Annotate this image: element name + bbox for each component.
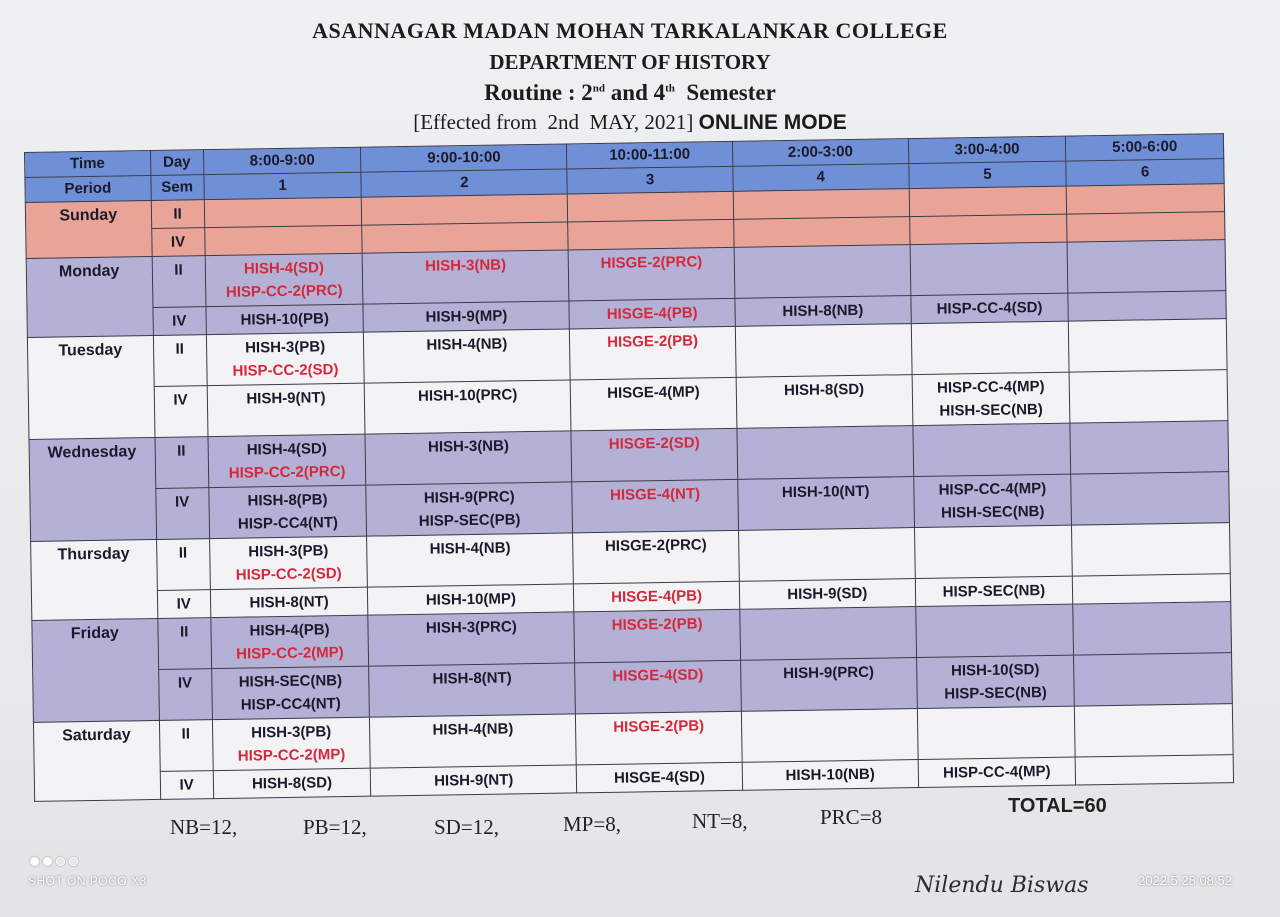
class-entry: HISH-10(PRC) (417, 386, 518, 405)
college-name: ASANNAGAR MADAN MOHAN TARKALANKAR COLLEGE (312, 18, 948, 43)
class-cell (209, 536, 367, 589)
class-cell (567, 191, 733, 222)
total-prc: PRC=8 (820, 805, 883, 829)
class-cell (741, 709, 917, 763)
semester-label: II (151, 200, 205, 229)
class-entry: HISH-10(PB) (240, 310, 330, 329)
semester-label: II (156, 539, 210, 591)
class-cell (914, 525, 1072, 578)
class-cell (213, 768, 371, 798)
class-entry: HISP-CC-2(SD) (235, 565, 342, 584)
class-entry: HISGE-2(PRC) (604, 536, 707, 555)
class-cell (915, 576, 1073, 606)
camera-timestamp: 2022.5.28 08:52 (1138, 873, 1232, 888)
header-period-number: 3 (567, 166, 733, 194)
class-entry: HISP-CC4(NT) (240, 695, 341, 714)
header-day-label: Day (150, 150, 204, 176)
class-cell (739, 579, 915, 610)
class-entry: HISH-8(NT) (432, 669, 512, 688)
class-cell (913, 423, 1071, 476)
semester-label: IV (151, 228, 205, 257)
class-cell (1068, 291, 1226, 321)
class-entry: HISGE-2(PB) (607, 332, 699, 351)
class-cell (364, 329, 571, 383)
class-cell (370, 714, 577, 768)
class-cell (1067, 240, 1225, 293)
total-sd: SD=12, (434, 815, 499, 839)
class-cell (911, 321, 1069, 374)
class-entry: HISH-10(MP) (425, 590, 517, 609)
class-entry: HISGE-2(PB) (613, 717, 705, 736)
total-mp: MP=8, (563, 812, 621, 836)
semester-label: IV (154, 386, 208, 438)
class-cell (204, 197, 362, 227)
class-entry: HISH-9(PRC) (423, 488, 515, 507)
routine-mid: and 4 (605, 80, 666, 105)
class-entry: HISH-8(NB) (782, 301, 864, 321)
class-entry: HISP-CC-2(SD) (232, 361, 339, 380)
routine-title (300, 80, 960, 106)
class-cell (1074, 653, 1232, 706)
header-time-label: Time (25, 151, 151, 178)
class-entry: HISGE-4(SD) (613, 768, 706, 787)
class-cell (206, 304, 364, 334)
class-cell (742, 760, 918, 791)
class-cell (736, 375, 912, 429)
semester-label: II (155, 437, 209, 489)
day-name: Monday (26, 257, 153, 338)
class-entry: HISH-3(PB) (245, 338, 326, 357)
header-period-number: 6 (1066, 159, 1224, 186)
day-name: Thursday (31, 539, 158, 620)
class-cell (1075, 755, 1233, 785)
signature: Nilendu Biswas (915, 873, 1089, 898)
class-entry: HISH-4(NB) (426, 335, 508, 354)
class-cell (371, 765, 577, 796)
class-cell (917, 706, 1075, 759)
class-entry: HISH-8(PB) (247, 491, 328, 510)
header-period-number: 2 (361, 169, 567, 197)
total-nb: NB=12, (170, 815, 238, 839)
class-cell (211, 666, 369, 719)
class-entry: HISH-3(NB) (425, 256, 507, 275)
class-entry: HISH-4(SD) (246, 440, 327, 459)
class-entry: HISH-9(PRC) (783, 663, 875, 683)
routine-table (24, 133, 1234, 802)
class-entry: HISP-CC-4(MP) (938, 479, 1047, 499)
class-entry: HISH-8(SD) (783, 380, 865, 400)
class-cell (912, 372, 1070, 425)
class-entry: HISP-CC-4(MP) (942, 762, 1051, 782)
class-cell (369, 663, 576, 717)
class-cell (206, 332, 364, 385)
class-entry: HISH-SEC(NB) (940, 503, 1045, 522)
class-cell (734, 245, 910, 299)
class-entry: HISH-9(NT) (434, 771, 514, 790)
class-cell (915, 604, 1073, 657)
class-cell (368, 612, 575, 666)
class-entry: HISP-CC-2(PRC) (228, 462, 346, 482)
routine-prefix: Routine : 2 (484, 80, 593, 105)
class-cell (1069, 319, 1227, 372)
class-entry: HISH-9(SD) (787, 584, 868, 604)
class-entry: HISH-3(PRC) (425, 618, 517, 637)
class-entry: HISH-4(NB) (432, 720, 514, 739)
class-entry: HISH-3(NB) (427, 437, 510, 456)
class-cell (365, 431, 572, 485)
class-entry: HISH-8(NT) (249, 593, 329, 612)
class-entry: HISH-9(NT) (246, 389, 326, 408)
total-pb: PB=12, (303, 815, 367, 839)
class-cell (574, 581, 740, 612)
class-cell (568, 247, 734, 301)
class-cell (737, 426, 913, 480)
class-cell (362, 222, 568, 253)
class-cell (740, 607, 916, 661)
class-cell (208, 434, 366, 487)
class-cell (1071, 472, 1229, 525)
header-sem-label: Sem (150, 175, 204, 201)
class-cell (204, 225, 362, 255)
class-cell (575, 660, 741, 714)
class-cell (212, 717, 370, 770)
camera-watermark: SHOT ON POCO X3 (28, 874, 147, 888)
class-cell (738, 528, 914, 582)
class-cell (363, 250, 570, 304)
class-cell (209, 485, 367, 538)
header-time-slot: 2:00-3:00 (732, 139, 908, 167)
total-nt: NT=8, (692, 809, 748, 833)
routine-sup-2: th (665, 82, 675, 95)
total-overall: TOTAL=60 (1008, 795, 1107, 817)
class-entry: HISH-4(NB) (429, 539, 511, 558)
class-cell (916, 655, 1074, 708)
class-cell (568, 219, 734, 250)
class-cell (735, 324, 911, 378)
day-name: Wednesday (29, 437, 156, 541)
class-entry: HISP-CC-2(PRC) (225, 282, 343, 301)
class-entry: HISH-10(NB) (785, 765, 875, 785)
class-entry: HISH-4(SD) (243, 259, 325, 278)
day-name: Sunday (25, 201, 151, 259)
class-cell (205, 253, 363, 306)
class-cell (572, 479, 738, 533)
class-cell (574, 609, 740, 663)
class-entry: HISH-10(SD) (950, 661, 1040, 680)
class-cell (1070, 421, 1228, 474)
routine-table-wrapper (24, 133, 1262, 802)
routine-sup-1: nd (592, 82, 606, 95)
class-cell (207, 383, 365, 436)
header-period-label: Period (25, 176, 151, 203)
class-entry: HISH-3(PB) (251, 723, 332, 742)
effective-date-line (300, 110, 960, 135)
class-cell (1066, 184, 1224, 214)
class-entry: HISGE-2(PB) (611, 615, 703, 634)
day-name: Friday (32, 618, 159, 722)
header-time-slot: 5:00-6:00 (1066, 134, 1224, 161)
header-time-slot: 10:00-11:00 (567, 141, 733, 169)
class-entry: HISP-CC-2(MP) (236, 644, 344, 663)
class-cell (735, 296, 911, 327)
class-cell (571, 428, 737, 482)
class-cell (211, 615, 369, 668)
class-entry: HISGE-4(SD) (612, 666, 704, 685)
class-entry: HISGE-4(PB) (611, 587, 703, 606)
class-cell (1075, 704, 1233, 757)
day-name: Saturday (33, 720, 160, 801)
class-entry: HISH-4(PB) (249, 621, 330, 640)
class-cell (576, 762, 742, 793)
class-cell (569, 298, 735, 329)
class-cell (365, 380, 572, 434)
semester-label: II (153, 335, 207, 387)
header-time-slot: 9:00-10:00 (361, 144, 567, 172)
class-cell (913, 474, 1071, 527)
class-cell (573, 530, 739, 584)
class-cell (911, 293, 1069, 323)
class-cell (570, 377, 736, 431)
header-period-number: 4 (733, 164, 909, 192)
class-entry: HISGE-4(NT) (609, 485, 701, 504)
class-entry: HISH-3(PB) (248, 542, 329, 561)
class-entry: HISH-10(NT) (781, 482, 870, 502)
class-entry: HISH-SEC(NB) (939, 401, 1043, 420)
mode-label: ONLINE MODE (698, 111, 847, 134)
class-cell (734, 217, 910, 248)
class-cell (576, 711, 742, 765)
semester-label: II (157, 618, 211, 670)
camera-dots-icon (30, 853, 82, 871)
class-cell (918, 757, 1076, 787)
class-cell (1069, 370, 1227, 423)
header-time-slot: 8:00-9:00 (203, 147, 361, 174)
class-cell (1067, 212, 1225, 242)
class-entry: HISH-8(SD) (251, 774, 333, 793)
class-entry: HISP-SEC(NB) (942, 582, 1046, 601)
class-entry: HISGE-4(PB) (606, 304, 698, 323)
class-cell (909, 214, 1067, 244)
class-entry: HISP-CC-4(MP) (936, 378, 1045, 397)
class-cell (1073, 574, 1231, 604)
class-cell (362, 194, 568, 225)
department-name: DEPARTMENT OF HISTORY (489, 50, 771, 74)
class-cell (738, 477, 914, 531)
header-time-slot: 3:00-4:00 (908, 136, 1066, 163)
class-cell (910, 242, 1068, 295)
class-entry: HISGE-2(SD) (608, 434, 700, 453)
semester-label: IV (158, 669, 212, 721)
semester-label: IV (160, 771, 214, 800)
class-entry: HISGE-4(MP) (607, 383, 700, 402)
class-cell (733, 189, 909, 220)
class-cell (1073, 602, 1231, 655)
header-period-number: 1 (204, 172, 362, 199)
day-name: Tuesday (27, 335, 154, 439)
class-entry: HISP-CC4(NT) (237, 514, 339, 533)
class-cell (1072, 523, 1230, 576)
class-cell (570, 326, 736, 380)
class-cell (740, 658, 916, 712)
class-cell (367, 533, 574, 587)
class-cell (366, 482, 573, 536)
class-cell (909, 186, 1067, 216)
header-period-number: 5 (908, 161, 1066, 188)
class-entry: HISP-CC-2(MP) (237, 746, 346, 765)
semester-label: IV (157, 590, 211, 619)
class-entry: HISP-SEC(PB) (418, 511, 521, 530)
semester-label: II (152, 256, 206, 308)
class-entry: HISH-SEC(NB) (238, 672, 343, 691)
semester-label: IV (152, 307, 206, 336)
effective-date: [Effected from 2nd MAY, 2021] (413, 110, 694, 134)
semester-label: IV (155, 488, 209, 540)
semester-label: II (159, 720, 213, 772)
class-entry: HISGE-2(PRC) (600, 253, 703, 272)
class-entry: HISP-SEC(NB) (944, 684, 1047, 703)
class-cell (363, 301, 569, 332)
class-entry: HISP-CC-4(SD) (936, 299, 1043, 318)
class-cell (368, 584, 574, 615)
routine-suffix: Semester (674, 80, 776, 105)
class-cell (210, 587, 368, 617)
class-entry: HISH-9(MP) (425, 307, 508, 326)
